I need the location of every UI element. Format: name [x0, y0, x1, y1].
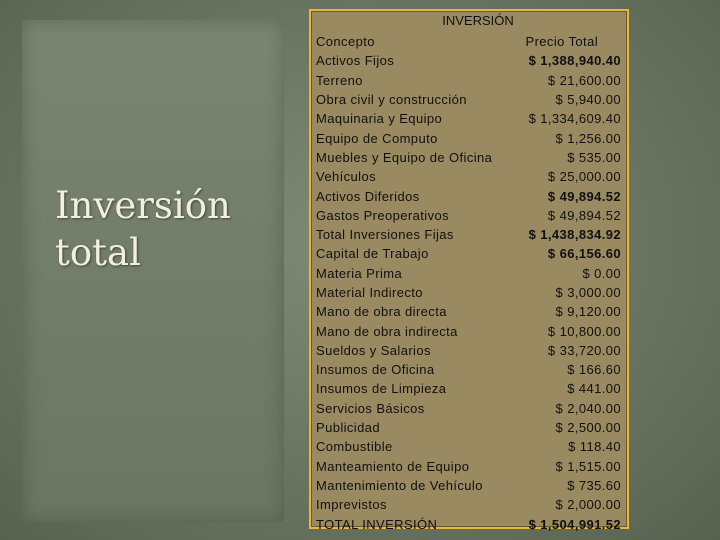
row-price: $ 1,515.00	[555, 458, 621, 474]
row-concept: Capital de Trabajo	[316, 246, 429, 262]
table-row	[312, 128, 626, 147]
table-row	[312, 495, 626, 514]
row-concept: Mano de obra directa	[316, 304, 447, 320]
row-concept: Manteamiento de Equipo	[316, 458, 470, 474]
table-rows	[312, 32, 626, 534]
row-price: $ 2,000.00	[555, 497, 621, 513]
table-row	[312, 321, 626, 340]
row-concept: TOTAL INVERSIÓN	[316, 516, 438, 532]
row-price: $ 66,156.60	[547, 246, 621, 262]
row-price: $ 118.40	[568, 439, 621, 455]
row-concept: Gastos Preoperativos	[316, 207, 450, 223]
table-row	[312, 399, 626, 418]
row-price: $ 10,800.00	[547, 323, 621, 339]
row-concept: Terreno	[316, 72, 363, 88]
table-row	[312, 264, 626, 283]
row-price: $ 2,040.00	[555, 400, 621, 416]
table-row	[312, 360, 626, 379]
investment-table	[309, 9, 629, 532]
row-concept: Material Indirecto	[316, 285, 423, 300]
header-price: Precio Total	[525, 34, 598, 50]
row-price: $ 535.00	[567, 149, 621, 165]
table-row	[312, 186, 626, 205]
row-concept: Equipo de Computo	[316, 130, 438, 146]
row-price: $ 735.60	[567, 477, 621, 493]
table-row	[312, 109, 626, 128]
row-price: $ 2,500.00	[555, 420, 621, 436]
row-concept: Maquinaria y Equipo	[316, 111, 443, 127]
row-price: $ 49,894.52	[547, 207, 621, 223]
row-concept: Mano de obra indirecta	[316, 323, 458, 339]
row-price: $ 5,940.00	[555, 92, 621, 108]
table-row	[312, 148, 626, 167]
row-price: $ 166.60	[567, 362, 621, 378]
table-row	[312, 225, 626, 244]
row-price: $ 1,504,991.52	[528, 516, 621, 532]
header-concept: Concepto	[316, 34, 375, 50]
row-concept: Imprevistos	[316, 497, 387, 513]
table-caption: INVERSIÓN	[442, 13, 514, 28]
table-row	[312, 476, 626, 495]
row-concept: Servicios Básicos	[316, 400, 425, 416]
row-concept: Obra civil y construcción	[316, 92, 467, 108]
row-concept: Materia Prima	[316, 265, 403, 281]
slide-title-line-1: Inversión	[55, 184, 231, 227]
row-price: $ 441.00	[567, 381, 621, 397]
row-price: $ 3,000.00	[555, 285, 621, 300]
row-price: $ 1,256.00	[555, 130, 621, 146]
table-row	[312, 167, 626, 186]
row-price: $ 9,120.00	[555, 304, 621, 320]
slide-title	[55, 182, 275, 276]
row-price: $ 1,388,940.40	[528, 53, 621, 69]
row-price: $ 1,438,834.92	[528, 227, 621, 243]
table-row	[312, 341, 626, 360]
row-concept: Vehículos	[316, 169, 376, 185]
table-row	[312, 302, 626, 321]
table-row	[312, 90, 626, 109]
row-concept: Insumos de Oficina	[316, 362, 435, 378]
table-row	[312, 418, 626, 437]
row-price: $ 0.00	[582, 265, 621, 281]
table-row	[312, 244, 626, 263]
table-row	[312, 71, 626, 90]
row-price: $ 33,720.00	[547, 342, 621, 358]
row-concept: Insumos de Limpieza	[316, 381, 447, 397]
row-price: $ 49,894.52	[547, 188, 621, 204]
table-row	[312, 379, 626, 398]
row-price: $ 21,600.00	[547, 72, 621, 88]
row-concept: Activos Fijos	[316, 53, 395, 69]
row-concept: Total Inversiones Fijas	[316, 227, 454, 243]
table-row	[312, 514, 626, 533]
row-concept: Publicidad	[316, 420, 380, 436]
table-row	[312, 283, 626, 302]
table-header-row	[312, 32, 626, 51]
row-concept: Muebles y Equipo de Oficina	[316, 149, 493, 165]
row-concept: Combustible	[316, 439, 393, 455]
table-row	[312, 206, 626, 225]
slide-title-line-2: total	[55, 231, 141, 274]
row-concept: Mantenimiento de Vehículo	[316, 477, 483, 493]
row-concept: Sueldos y Salarios	[316, 342, 431, 358]
row-price: $ 25,000.00	[547, 169, 621, 185]
table-row	[312, 437, 626, 456]
row-concept: Activos Diferidos	[316, 188, 420, 204]
row-price: $ 1,334,609.40	[528, 111, 621, 127]
table-row	[312, 51, 626, 70]
table-row	[312, 457, 626, 476]
investment-table-body	[311, 11, 627, 532]
